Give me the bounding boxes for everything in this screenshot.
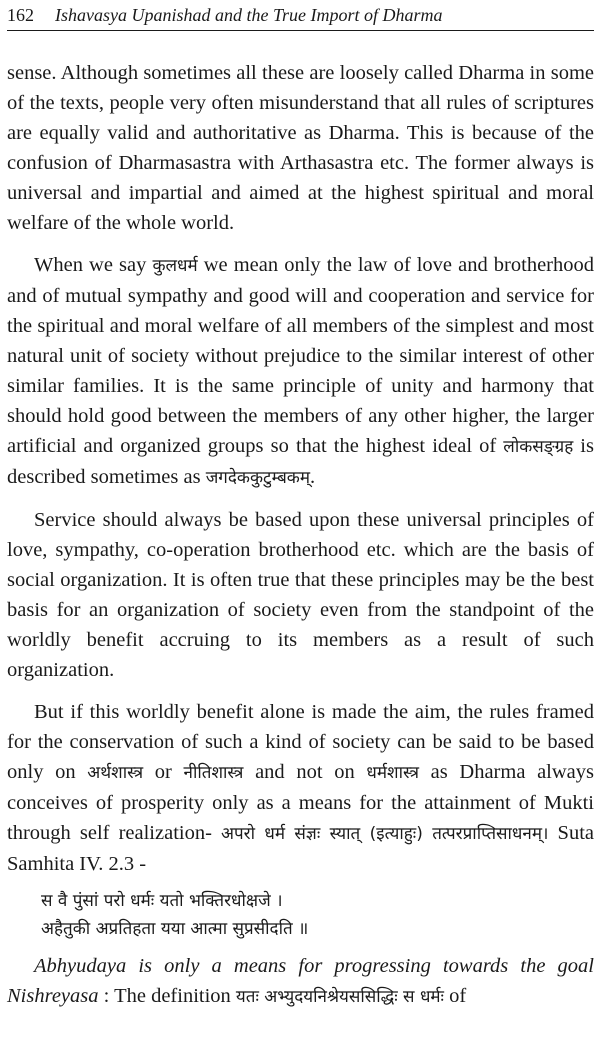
sanskrit-dharmashastra: धर्मशास्त्र	[366, 763, 419, 783]
paragraph-1: sense. Although sometimes all these are loosely called Dharma in some of the texts, people very often misunderstand that all rules of scriptures are equally valid and authoritative as Dharma. This is because of the confusion of Dharmasastra with Arthasastra etc. The former always is universal and impartial and aimed at the highest spiritual and moral welfare of the whole world.	[7, 62, 594, 234]
running-head	[7, 2, 594, 31]
book-title: Ishavasya Upanishad and the True Import of Dharma	[55, 5, 443, 25]
paragraph-2-text-3: is described sometimes as	[7, 435, 594, 488]
paragraph-5	[7, 951, 594, 1012]
paragraph-4	[7, 697, 594, 879]
body-text	[7, 58, 594, 1012]
sanskrit-definition: यतः अभ्युदयनिश्रेयससिद्धिः स धर्मः	[235, 987, 444, 1007]
verse-line-2: अहैतुकी अप्रतिहता यया आत्मा सुप्रसीदति ॥	[41, 919, 309, 939]
paragraph-4-text-4: as Dharma always conceives of prosperity only as a means for the attainment of Mukti through self realization-	[7, 761, 595, 844]
paragraph-3: Service should always be based upon these universal principles of love, sympathy, co-operation brotherhood etc. which are the basis of social organization. It is often true that these principles may be the best basis for an organization of society even from the standpoint of the worldly benefit accruing to its members as a result of such organization.	[7, 509, 594, 681]
sanskrit-lokasangraha: लोकसङ्ग्रह	[503, 437, 574, 457]
verse-line-1: स वै पुंसां परो धर्मः यतो भक्तिरधोक्षजे ।	[41, 891, 283, 911]
paragraph-2-text-1: When we say	[34, 254, 153, 276]
paragraph-2	[7, 250, 594, 493]
paragraph-4-text-5: Suta Samhita IV. 2.3 -	[7, 822, 594, 875]
page-number: 162	[7, 5, 34, 25]
sanskrit-verse	[41, 887, 594, 943]
paragraph-5-italic-text: Abhyudaya is only a means for progressing towards the goal Nishreyasa	[7, 955, 594, 1007]
sanskrit-jagadekakutumbakam: जगदेककुटुम्बकम्	[205, 468, 311, 488]
paragraph-2-text-2: we mean only the law of love and brotherhood and of mutual sympathy and good will and cooperation and service for the spiritual and moral welfare of all members of the simplest and most natural unit of society without prejudice to the similar interest of other similar families. It is the same principle of unity and harmony that should hold good between the members of any other higher, the larger artificial and organized groups so that the highest ideal of	[7, 254, 594, 457]
sanskrit-nitishastra: नीतिशास्त्र	[183, 763, 244, 783]
paragraph-4-text-2: or	[143, 761, 184, 783]
paragraph-5-text-3: of	[444, 985, 467, 1007]
paragraph-2-text-4: .	[310, 466, 316, 488]
sanskrit-quotation: अपरो धर्म संज्ञः स्यात् (इत्याहुः) तत्परप्राप्तिसाधनम्।	[221, 824, 549, 844]
paragraph-4-text-1: But if this worldly benefit alone is made the aim, the rules framed for the conservation of such a kind of society can be said to be based only on	[7, 701, 594, 783]
sanskrit-kuladharma: कुलधर्म	[152, 256, 198, 276]
paragraph-4-text-3: and not on	[243, 761, 367, 783]
paragraph-5-text-2: : The definition	[98, 985, 236, 1007]
sanskrit-arthashastra: अर्थशास्त्र	[87, 763, 144, 783]
